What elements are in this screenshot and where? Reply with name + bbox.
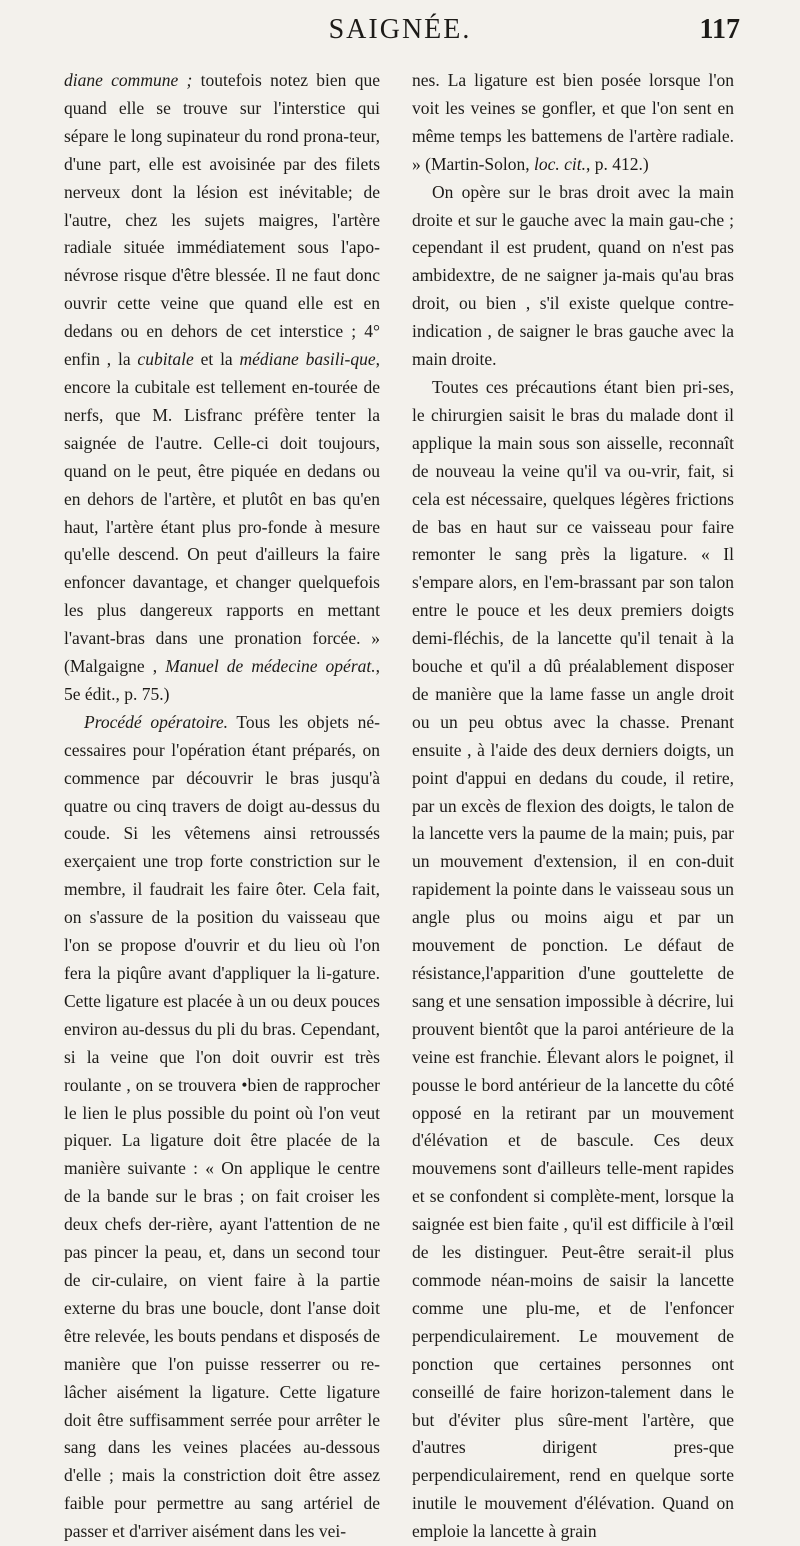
text-run: toutefois notez bien que quand elle se trouve sur l'interstice qui sépare le long supinateur du rond prona-teur, d'une part, elle est avoisinée par des filets nerveux dont la lésion est inévitable; de l'autre, chez les sujets maigres, l'artère radiale située immédiatement sous l'apo-névrose risque d'être blessée. Il ne faut donc ouvrir cette veine que quand elle est en dedans ou en dehors de cet interstice ; 4° enfin , la [64, 70, 380, 370]
text-run: et la [193, 349, 240, 370]
running-title: SAIGNÉE. [328, 14, 472, 45]
text-run: , encore la cubitale est tellement en-tourée de nerfs, que M. Lisfranc préfère tenter la saignée de l'autre. Celle-ci doit toujours, quand on le peut, être piquée en dedans ou en dehors de l'artère, et plutôt en bas qu'en haut, l'artère étant plus pro-fonde à mesure qu'elle descend. On peut d'ailleurs la faire enfoncer davantage, et changer quelquefois les plus dangereux rapports en mettant l'avant-bras dans une pronation forcée. » (Malgaigne , [64, 349, 380, 677]
page-number: 117 [699, 14, 740, 45]
right-column [412, 67, 734, 1546]
italic-term: cubitale [137, 349, 194, 370]
text-run: nes. La ligature est bien posée lorsque l'on voit les veines se gonfler, et que l'on sent en même temps les battemens de l'artère radiale. » (Martin-Solon, [412, 70, 734, 174]
text-run: , p. 412.) [586, 153, 649, 174]
italic-term: diane commune ; [64, 70, 193, 90]
page-header [60, 6, 740, 56]
text-run: Tous les objets né-cessaires pour l'opération étant préparés, on commence par découvrir le bras jusqu'à quatre ou cinq travers de doigt au-dessus du coude. Si les vêtemens ainsi retroussés exerçaient une trop forte constriction sur le membre, il faudrait les faire ôter. Cela fait, on s'assure de la position du vaisseau que l'on se propose d'ouvrir et du lieu où l'on fera la piqûre avant d'appliquer la li-gature. Cette ligature est placée à un ou deux pouces environ au-dessus du pli du bras. Cependant, si la veine que l'on doit ouvrir est très roulante , on se trouvera •bien de rapprocher le lien le plus possible du point où l'on veut piquer. La ligature doit être placée de la manière suivante : « On applique le centre de la bande sur le bras ; on fait croiser les deux chefs der-rière, ayant l'attention de ne pas pincer la peau, et, dans un second tour de cir-culaire, on vient faire à la partie externe du bras une boucle, dont l'anse doit être relevée, les bouts pendans et disposés de manière que l'on puisse resserrer ou re-lâcher aisément la ligature. Cette ligature doit être suffisamment serrée pour arrêter le sang dans les veines placées au-dessous d'elle ; mais la constriction doit être assez faible pour permettre au sang artériel de passer et d'arriver aisément dans les vei- [64, 711, 380, 1542]
paragraph: On opère sur le bras droit avec la main droite et sur le gauche avec la main gau-che ; cependant il est prudent, quand on n'est pas ambidextre, de ne saigner ja-mais qu'au bras droit, ou bien , s'il existe quelque contre-indication , de saigner le bras gauche avec la main droite. [412, 181, 734, 370]
section-heading: Procédé opératoire. [84, 711, 228, 732]
text-run: , 5e édit., p. 75.) [64, 656, 380, 704]
paragraph [412, 67, 734, 179]
paragraph: Toutes ces précautions étant bien pri-ses, le chirurgien saisit le bras du malade dont il applique la main sous son aisselle, reconnaît de nouveau la veine qu'il va ou-vrir, fait, si cela est nécessaire, quelques légères frictions de bas en haut sur ce vaisseau pour faire remonter le sang près la ligature. « Il s'empare alors, en l'em-brassant par son talon entre le pouce et les deux premiers doigts demi-fléchis, de la lancette qu'il tenait à la bouche et qu'il a dû préalablement disposer de manière que la lame fasse un angle droit ou un peu obtus avec la chasse. Prenant ensuite , à l'aide des deux derniers doigts, un point d'appui en dedans du coude, il retire, par un excès de flexion des doigts, le talon de la lancette vers la paume de la main; puis, par un mouvement d'extension, il en con-duit rapidement la pointe dans le vaisseau sous un angle plus ou moins aigu et par un mouvement de ponction. Le défaut de résistance,l'apparition d'une gouttelette de sang et une sensation impossible à décrire, lui prouvent bientôt que la paroi antérieure de la veine est franchie. Élevant alors le poignet, il pousse le bord antérieur de la lancette du côté opposé en la retirant par un mouvement d'élévation et de bascule. Ces deux mouvemens sont d'ailleurs telle-ment rapides et se confondent si complète-ment, lorsque la saignée est bien faite , qu'il est difficile à l'œil de les distinguer. Peut-être serait-il plus commode néan-moins de saisir la lancette comme une plu-me, et de l'enfoncer perpendiculairement. Le mouvement de ponction que certaines personnes ont conseillé de faire horizon-talement dans le but d'éviter plus sûre-ment l'artère, que d'autres dirigent pres-que perpendiculairement, rend en quelque sorte inutile le mouvement d'élévation. Quand on emploie la lancette à grain [412, 376, 734, 1542]
italic-term: médiane basili-que [239, 349, 376, 370]
paragraph [64, 709, 380, 1546]
paragraph [64, 67, 380, 709]
left-column [64, 67, 380, 1546]
italic-citation: Manuel de médecine opérat. [165, 656, 376, 677]
italic-citation: loc. cit. [534, 153, 587, 174]
